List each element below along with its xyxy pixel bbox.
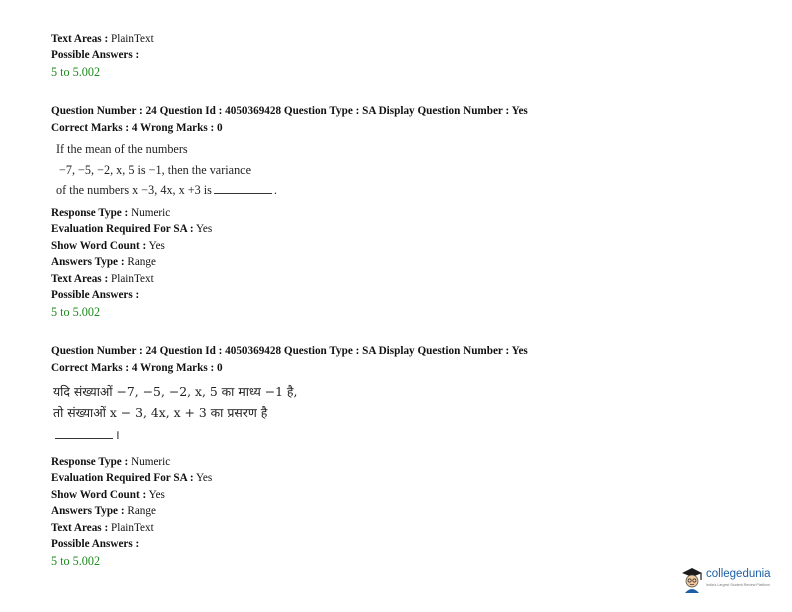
word-count-label: Show Word Count : <box>51 489 147 501</box>
answers-type-label: Answers Type : <box>51 505 125 517</box>
possible-answer-value: 5 to 5.002 <box>51 65 101 79</box>
word-count-row <box>51 488 165 502</box>
text-areas-value: PlainText <box>110 273 154 285</box>
question-header: Question Number : 24 Question Id : 4050369428 Question Type : SA Display Question Number : Yes <box>51 105 528 117</box>
response-type-value: Numeric <box>131 207 171 219</box>
text-areas-value: PlainText <box>110 33 154 45</box>
marks-line: Correct Marks : 4 Wrong Marks : 0 <box>51 122 223 134</box>
question-header: Question Number : 24 Question Id : 4050369428 Question Type : SA Display Question Number : Yes <box>51 345 528 357</box>
evaluation-value: Yes <box>195 472 213 484</box>
word-count-value: Yes <box>148 489 165 501</box>
word-count-value: Yes <box>148 240 165 252</box>
possible-answers-label: Possible Answers : <box>51 49 140 61</box>
answers-type-value: Range <box>127 505 156 517</box>
text-areas-value: PlainText <box>110 522 154 534</box>
response-type-value: Numeric <box>131 456 171 468</box>
response-type-label: Response Type : <box>51 456 129 468</box>
possible-answers-label: Possible Answers : <box>51 289 140 301</box>
evaluation-row <box>51 222 212 236</box>
question-text-line-3-main: of the numbers x −3, 4x, x +3 is <box>56 183 212 197</box>
evaluation-row <box>51 471 212 485</box>
text-areas-label: Text Areas : <box>51 273 109 285</box>
text-areas-row <box>51 521 154 535</box>
logo-tagline: India's Largest Student Review Platform <box>706 583 770 587</box>
evaluation-label: Evaluation Required For SA : <box>51 472 194 484</box>
evaluation-label: Evaluation Required For SA : <box>51 223 194 235</box>
hindi-question-line-1: यदि संख्याओं −7, −5, −2, x, 5 का माध्य −1 है, <box>53 384 298 399</box>
answers-type-row <box>51 255 156 269</box>
logo-wordmark: collegedunia <box>706 568 771 580</box>
answer-blank <box>214 193 272 194</box>
possible-answer-value: 5 to 5.002 <box>51 305 101 319</box>
word-count-label: Show Word Count : <box>51 240 147 252</box>
collegedunia-logo[interactable] <box>680 566 784 598</box>
possible-answer-value: 5 to 5.002 <box>51 554 101 568</box>
text-areas-row <box>51 272 154 286</box>
answers-type-label: Answers Type : <box>51 256 125 268</box>
hindi-question-line-3 <box>53 427 120 443</box>
question-end-period: . <box>273 183 277 197</box>
marks-line: Correct Marks : 4 Wrong Marks : 0 <box>51 362 223 374</box>
hindi-question-line-2: तो संख्याओं x − 3, 4x, x + 3 का प्रसरण है <box>53 405 268 420</box>
question-text-line-1: If the mean of the numbers <box>56 142 188 156</box>
text-areas-row <box>51 32 154 46</box>
answers-type-value: Range <box>127 256 156 268</box>
answers-type-row <box>51 504 156 518</box>
text-areas-label: Text Areas : <box>51 33 109 45</box>
response-type-row <box>51 455 170 469</box>
student-mascot-icon <box>680 566 704 594</box>
possible-answers-label: Possible Answers : <box>51 538 140 550</box>
response-type-row <box>51 206 170 220</box>
word-count-row <box>51 239 165 253</box>
question-text-line-3 <box>56 182 277 198</box>
question-text-line-2: −7, −5, −2, x, 5 is −1, then the variance <box>59 163 251 177</box>
evaluation-value: Yes <box>195 223 213 235</box>
answer-blank <box>55 438 113 439</box>
response-type-label: Response Type : <box>51 207 129 219</box>
text-areas-label: Text Areas : <box>51 522 109 534</box>
hindi-question-end: । <box>115 427 120 442</box>
